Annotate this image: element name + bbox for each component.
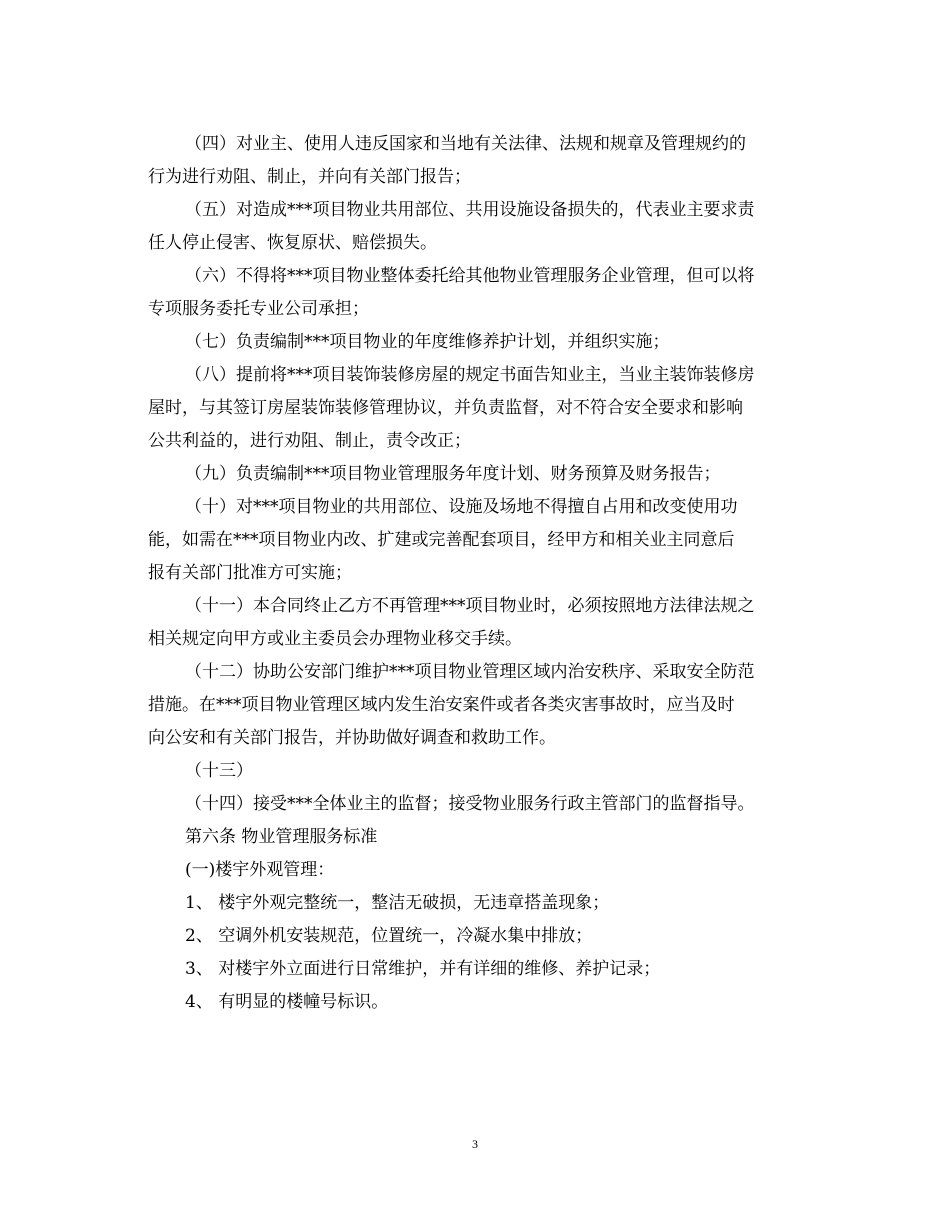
text-line: （七）负责编制***项目物业的年度维修养护计划，并组织实施； (185, 332, 670, 352)
text-line: （四）对业主、使用人违反国家和当地有关法律、法规和规章及管理规约的 (185, 134, 746, 154)
text-line: （十一）本合同终止乙方不再管理***项目物业时，必须按照地方法律法规之 (185, 596, 755, 616)
text-line: 行为进行劝阻、制止，并向有关部门报告； (148, 167, 471, 187)
text-line: （八）提前将***项目装饰装修房屋的规定书面告知业主，当业主装饰装修房 (185, 365, 755, 385)
text-line: 第六条 物业管理服务标准 (185, 827, 378, 847)
text-line: （十三） (185, 761, 253, 781)
text-line: （五）对造成***项目物业共用部位、共用设施设备损失的，代表业主要求责 (185, 200, 755, 220)
text-line: 1、 楼宇外观完整统一，整洁无破损，无违章搭盖现象； (185, 893, 610, 913)
text-line: 任人停止侵害、恢复原状、赔偿损失。 (148, 233, 437, 253)
text-line: 能，如需在***项目物业内改、扩建或完善配套项目，经甲方和相关业主同意后 (148, 530, 735, 550)
page-number: 3 (472, 1137, 478, 1151)
text-line: （六）不得将***项目物业整体委托给其他物业管理服务企业管理，但可以将 (185, 266, 755, 286)
page-body (148, 128, 808, 1019)
text-line: 2、 空调外机安装规范，位置统一，冷凝水集中排放； (185, 926, 593, 946)
text-line: 措施。在***项目物业管理区域内发生治安案件或者各类灾害事故时，应当及时 (148, 695, 735, 715)
text-line: 公共利益的，进行劝阻、制止，责令改正； (148, 431, 471, 451)
text-line: （十二）协助公安部门维护***项目物业管理区域内治安秩序、采取安全防范 (185, 662, 755, 682)
text-line: （九）负责编制***项目物业管理服务年度计划、财务预算及财务报告； (185, 464, 721, 484)
text-line: (一)楼宇外观管理： (185, 860, 335, 880)
text-line: 屋时，与其签订房屋装饰装修管理协议，并负责监督，对不符合安全要求和影响 (148, 398, 743, 418)
text-line: 向公安和有关部门报告，并协助做好调查和救助工作。 (148, 728, 556, 748)
text-line: （十）对***项目物业的共用部位、设施及场地不得擅自占用和改变使用功 (185, 497, 738, 517)
text-line: 3、 对楼宇外立面进行日常维护，并有详细的维修、养护记录； (185, 959, 661, 979)
text-line: （十四）接受***全体业主的监督；接受物业服务行政主管部门的监督指导。 (185, 794, 755, 814)
text-line: 专项服务委托专业公司承担； (148, 299, 369, 319)
text-line: 相关规定向甲方或业主委员会办理物业移交手续。 (148, 629, 522, 649)
text-line: 报有关部门批准方可实施； (148, 563, 352, 583)
text-line: 4、 有明显的楼幢号标识。 (185, 992, 389, 1012)
